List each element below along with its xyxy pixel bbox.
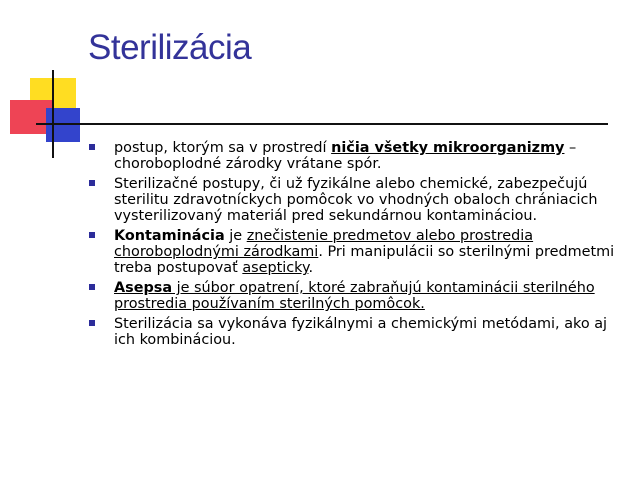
bullet-text-segment: . <box>308 260 314 276</box>
bullet-text-segment: – choroboplodné zárodky vrátane spór. <box>114 140 577 172</box>
bullet-text-segment: Asepsa <box>114 280 173 296</box>
bullet-item <box>86 140 626 172</box>
square-bullet-icon <box>89 232 95 238</box>
slide-title: Sterilizácia <box>88 28 252 67</box>
bullet-list <box>86 140 626 352</box>
square-bullet-icon <box>89 320 95 326</box>
bullet-item <box>86 228 626 276</box>
bullet-item <box>86 176 626 224</box>
bullet-text-segment: Kontaminácia <box>114 228 225 244</box>
square-bullet-icon <box>89 180 95 186</box>
bullet-text-segment: postup, ktorým sa v prostredí <box>114 140 332 156</box>
bullet-text-segment: Sterilizácia sa vykonáva fyzikálnymi a chemickými metódami, ako aj ich kombináciou. <box>114 316 608 348</box>
square-bullet-icon <box>89 144 95 150</box>
decorative-vertical-line <box>52 70 54 158</box>
bullet-text-segment: znečistenie predmetov alebo prostredia choroboplodnými zárodkami <box>114 228 534 260</box>
bullet-item <box>86 280 626 312</box>
decorative-horizontal-line <box>36 123 608 125</box>
bullet-text-segment: asepticky <box>242 260 309 276</box>
bullet-text-segment: . Pri manipulácii so sterilnými predmetmi treba postupovať <box>114 244 615 276</box>
square-bullet-icon <box>89 284 95 290</box>
bullet-item <box>86 316 626 348</box>
bullet-text-segment: je <box>224 228 247 244</box>
bullet-text-segment: Sterilizačné postupy, či už fyzikálne alebo chemické, zabezpečujú sterilitu zdravotníckych pomôcok vo vhodných obaloch chrániacich vysterilizovaný materiál pred sekundárnou kontamináciou. <box>114 176 598 224</box>
bullet-text-segment: ničia všetky mikroorganizmy <box>331 140 565 156</box>
bullet-text-segment: je súbor opatrení, ktoré zabraňujú kontaminácii sterilného prostredia používaním sterilných pomôcok. <box>114 280 595 312</box>
